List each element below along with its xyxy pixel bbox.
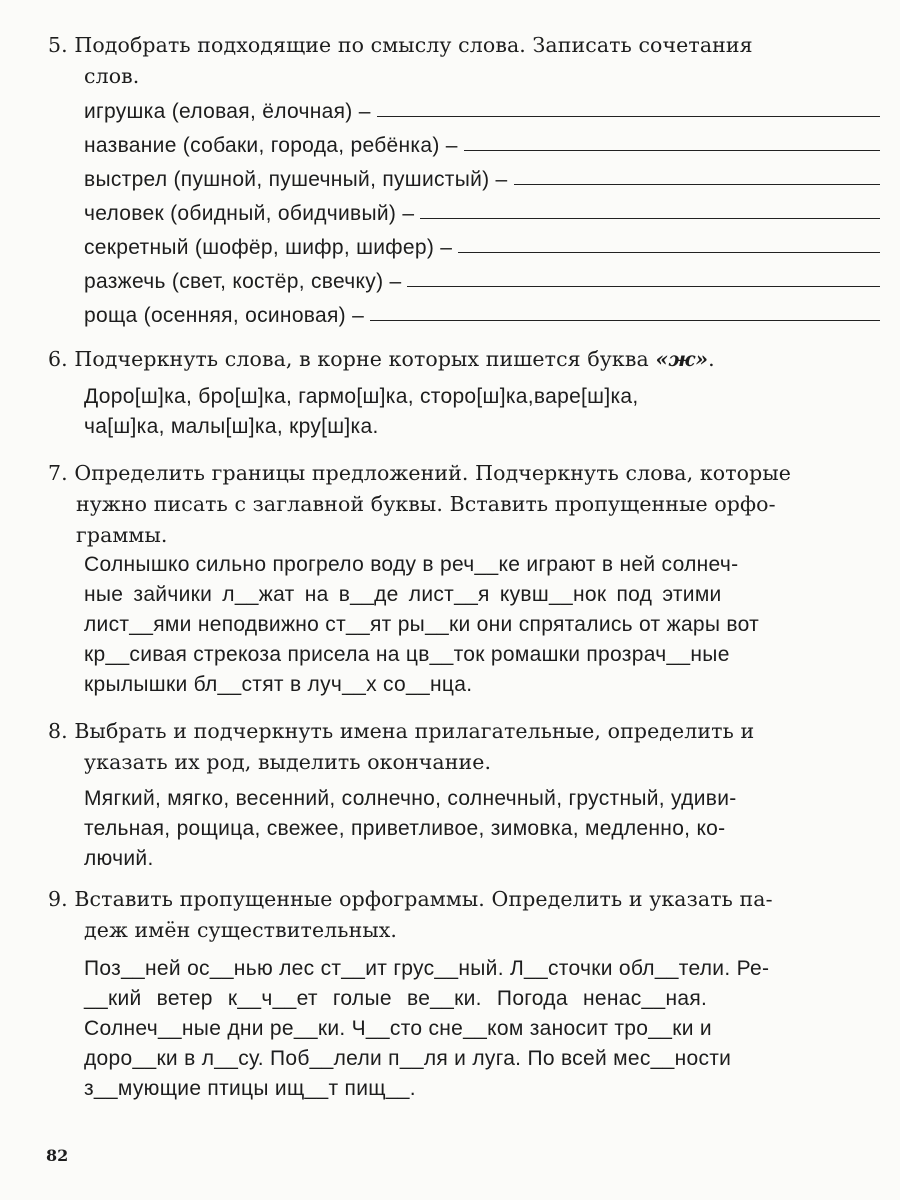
task-6-instruction: 6. Подчеркнуть слова, в корне которых пишется буква «ж». <box>48 344 888 375</box>
answer-line[interactable] <box>514 184 880 185</box>
task-7-instruction: 7. Определить границы предложений. Подчеркнуть слова, которые нужно писать с заглавной буквы. Вставить пропущенные орфо- граммы. <box>48 458 888 551</box>
task-7-text: Солнышко сильно прогрело воду в реч__ке играют в ней солнеч- ные зайчики л__жат на в__де лист__я кувш__нок под этими лист__ями неподвижно ст__ят ры__ки они спрятались от жары вот кр__сивая стрекоза присела на цв__ток ромашки прозрач__ные крылышки бл__стят в луч__х со__нца. <box>84 553 760 696</box>
task-5-item: игрушка (еловая, ёлочная) – <box>84 90 884 124</box>
answer-line[interactable] <box>377 116 880 117</box>
answer-line[interactable] <box>420 218 880 219</box>
task-5-item: роща (осенняя, осиновая) – <box>84 294 884 328</box>
task-5-item: разжечь (свет, костёр, свечку) – <box>84 260 884 294</box>
task-9-instruction: 9. Вставить пропущенные орфограммы. Определить и указать па- деж имён существительных. <box>48 884 888 946</box>
task-8-words: Мягкий, мягко, весенний, солнечно, солнечный, грустный, удиви- тельная, рощица, свежее, приветливое, зимовка, медленно, ко- лючий. <box>84 787 737 870</box>
task-number: 5. <box>48 33 68 57</box>
task-9-text: Поз__ней ос__нью лес ст__ит грус__ный. Л__сточки обл__тели. Ре- __кий ветер к__ч__ет голые ве__ки. Погода ненас__ная. Солнеч__ные дни ре__ки. Ч__сто сне__ком заносит тро__ки и доро__ки в л__су. Поб__лели п__ля и луга. По всей мес__ности з__мующие птицы ищ__т пищ__. <box>84 957 770 1100</box>
task-number: 7. <box>48 461 68 485</box>
task-5-item: человек (обидный, обидчивый) – <box>84 192 884 226</box>
task-6-words: Доро[ш]ка, бро[ш]ка, гармо[ш]ка, сторо[ш]ка,варе[ш]ка, ча[ш]ка, малы[ш]ка, кру[ш]ка. <box>84 385 639 438</box>
answer-line[interactable] <box>458 252 880 253</box>
task-number: 9. <box>48 887 68 911</box>
task-5-item: название (собаки, города, ребёнка) – <box>84 124 884 158</box>
task-number: 6. <box>48 347 68 371</box>
task-5-instruction: 5. Подобрать подходящие по смыслу слова. Записать сочетания слов. <box>48 30 888 92</box>
task-8-instruction: 8. Выбрать и подчеркнуть имена прилагательные, определить и указать их род, выделить окончание. <box>48 716 888 778</box>
answer-line[interactable] <box>370 320 880 321</box>
task-5-item: секретный (шофёр, шифр, шифер) – <box>84 226 884 260</box>
answer-line[interactable] <box>464 150 880 151</box>
task-5-item: выстрел (пушной, пушечный, пушистый) – <box>84 158 884 192</box>
answer-line[interactable] <box>407 286 880 287</box>
task-number: 8. <box>48 719 68 743</box>
page-number: 82 <box>46 1146 69 1165</box>
